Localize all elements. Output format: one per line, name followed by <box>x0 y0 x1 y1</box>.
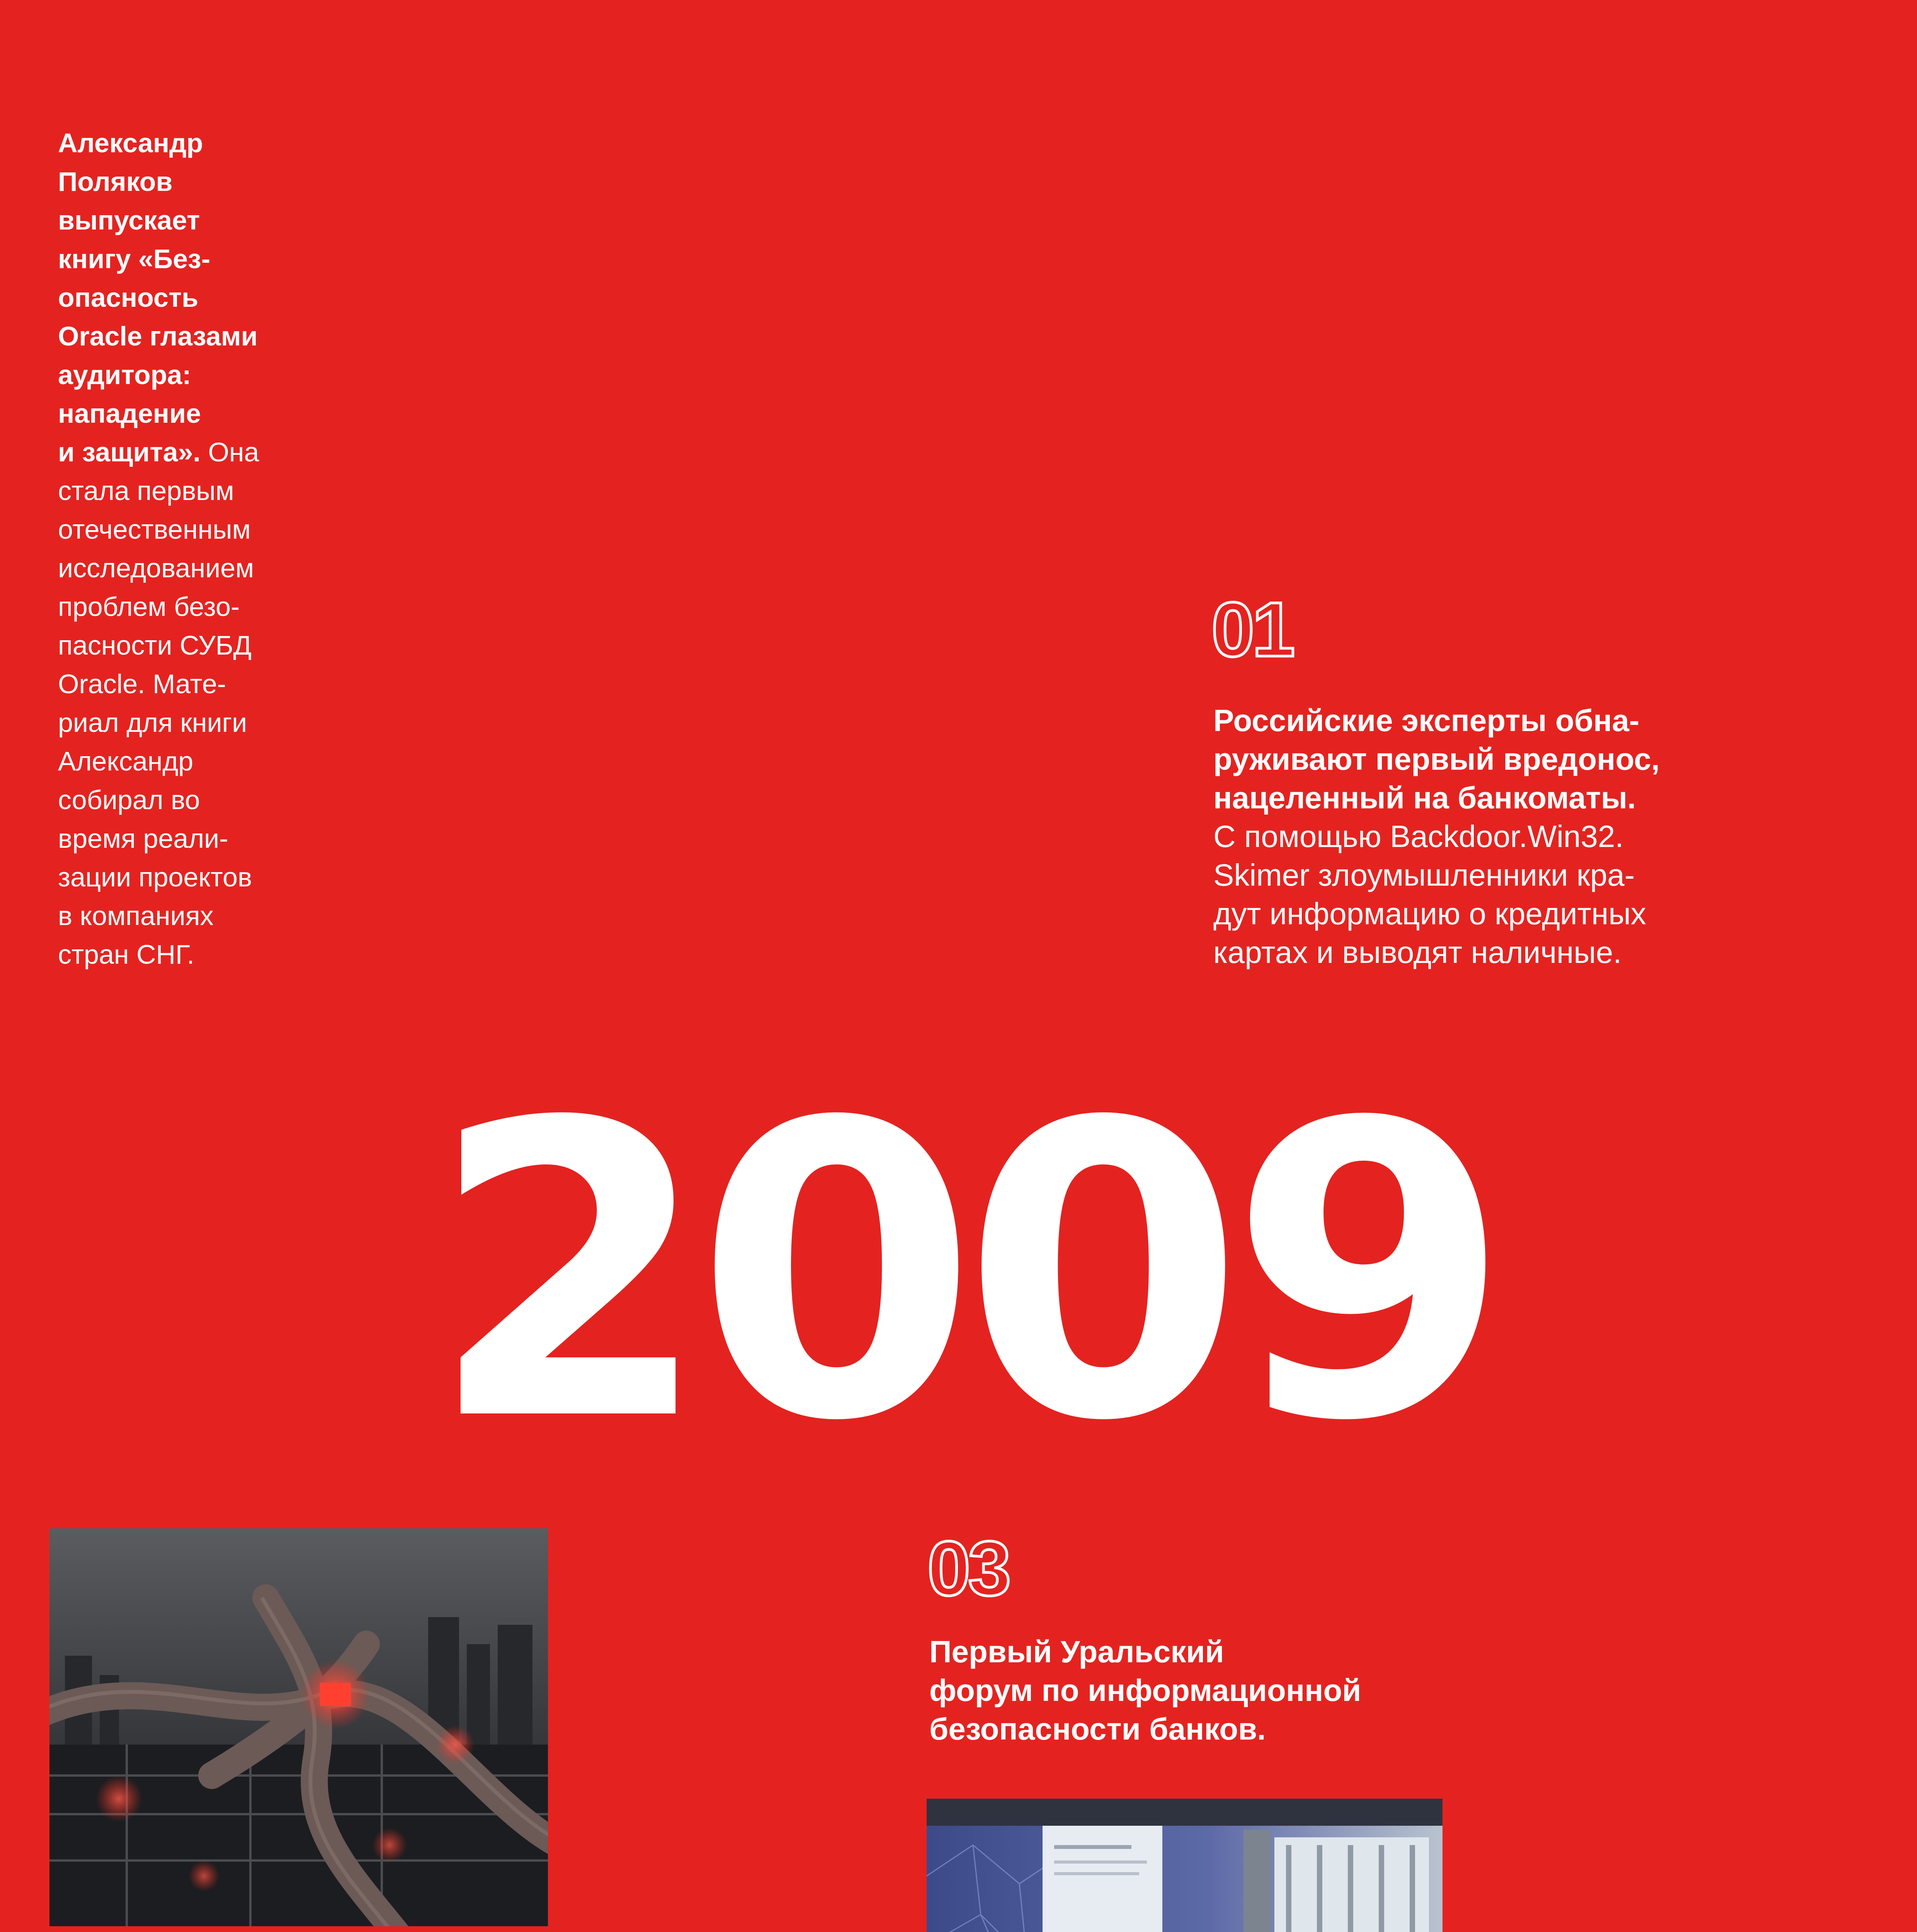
story-book-body-first: Она <box>208 437 259 467</box>
circuit-cables-photo <box>49 1528 548 1926</box>
story-book-lead: Александр Поляков выпускает книгу «Без- опасность Oracle глазами аудитора: нападение и защита». Она <box>58 128 259 467</box>
story-book-body: стала первым отечественным исследованием проблем безо- пасности СУБД Oracle. Мате- риал для книги Александр собирал во время реали- зации проектов в компаниях стран СНГ. <box>58 476 254 969</box>
circuit-cables-image <box>49 1528 548 1926</box>
item-number-01: 01 <box>1211 587 1293 673</box>
conference-photo <box>927 1799 1442 1932</box>
story-atm-body: С помощью Backdoor.Win32. Skimer злоумышленники кра- дут информацию о кредитных картах и выводят наличные. <box>1213 819 1647 969</box>
story-atm-lead: Российские эксперты обна- руживают первый вредонос, нацеленный на банкоматы. <box>1213 703 1660 815</box>
story-ural-forum: Первый Уральский форум по информационной безопасности банков. <box>929 1634 1361 1746</box>
item-number-03: 03 <box>927 1526 1009 1612</box>
conference-image <box>927 1799 1442 1932</box>
story-atm-malware <box>1213 701 1851 972</box>
story-book-release <box>58 124 290 974</box>
year-heading: 2009 <box>428 1037 1496 1509</box>
